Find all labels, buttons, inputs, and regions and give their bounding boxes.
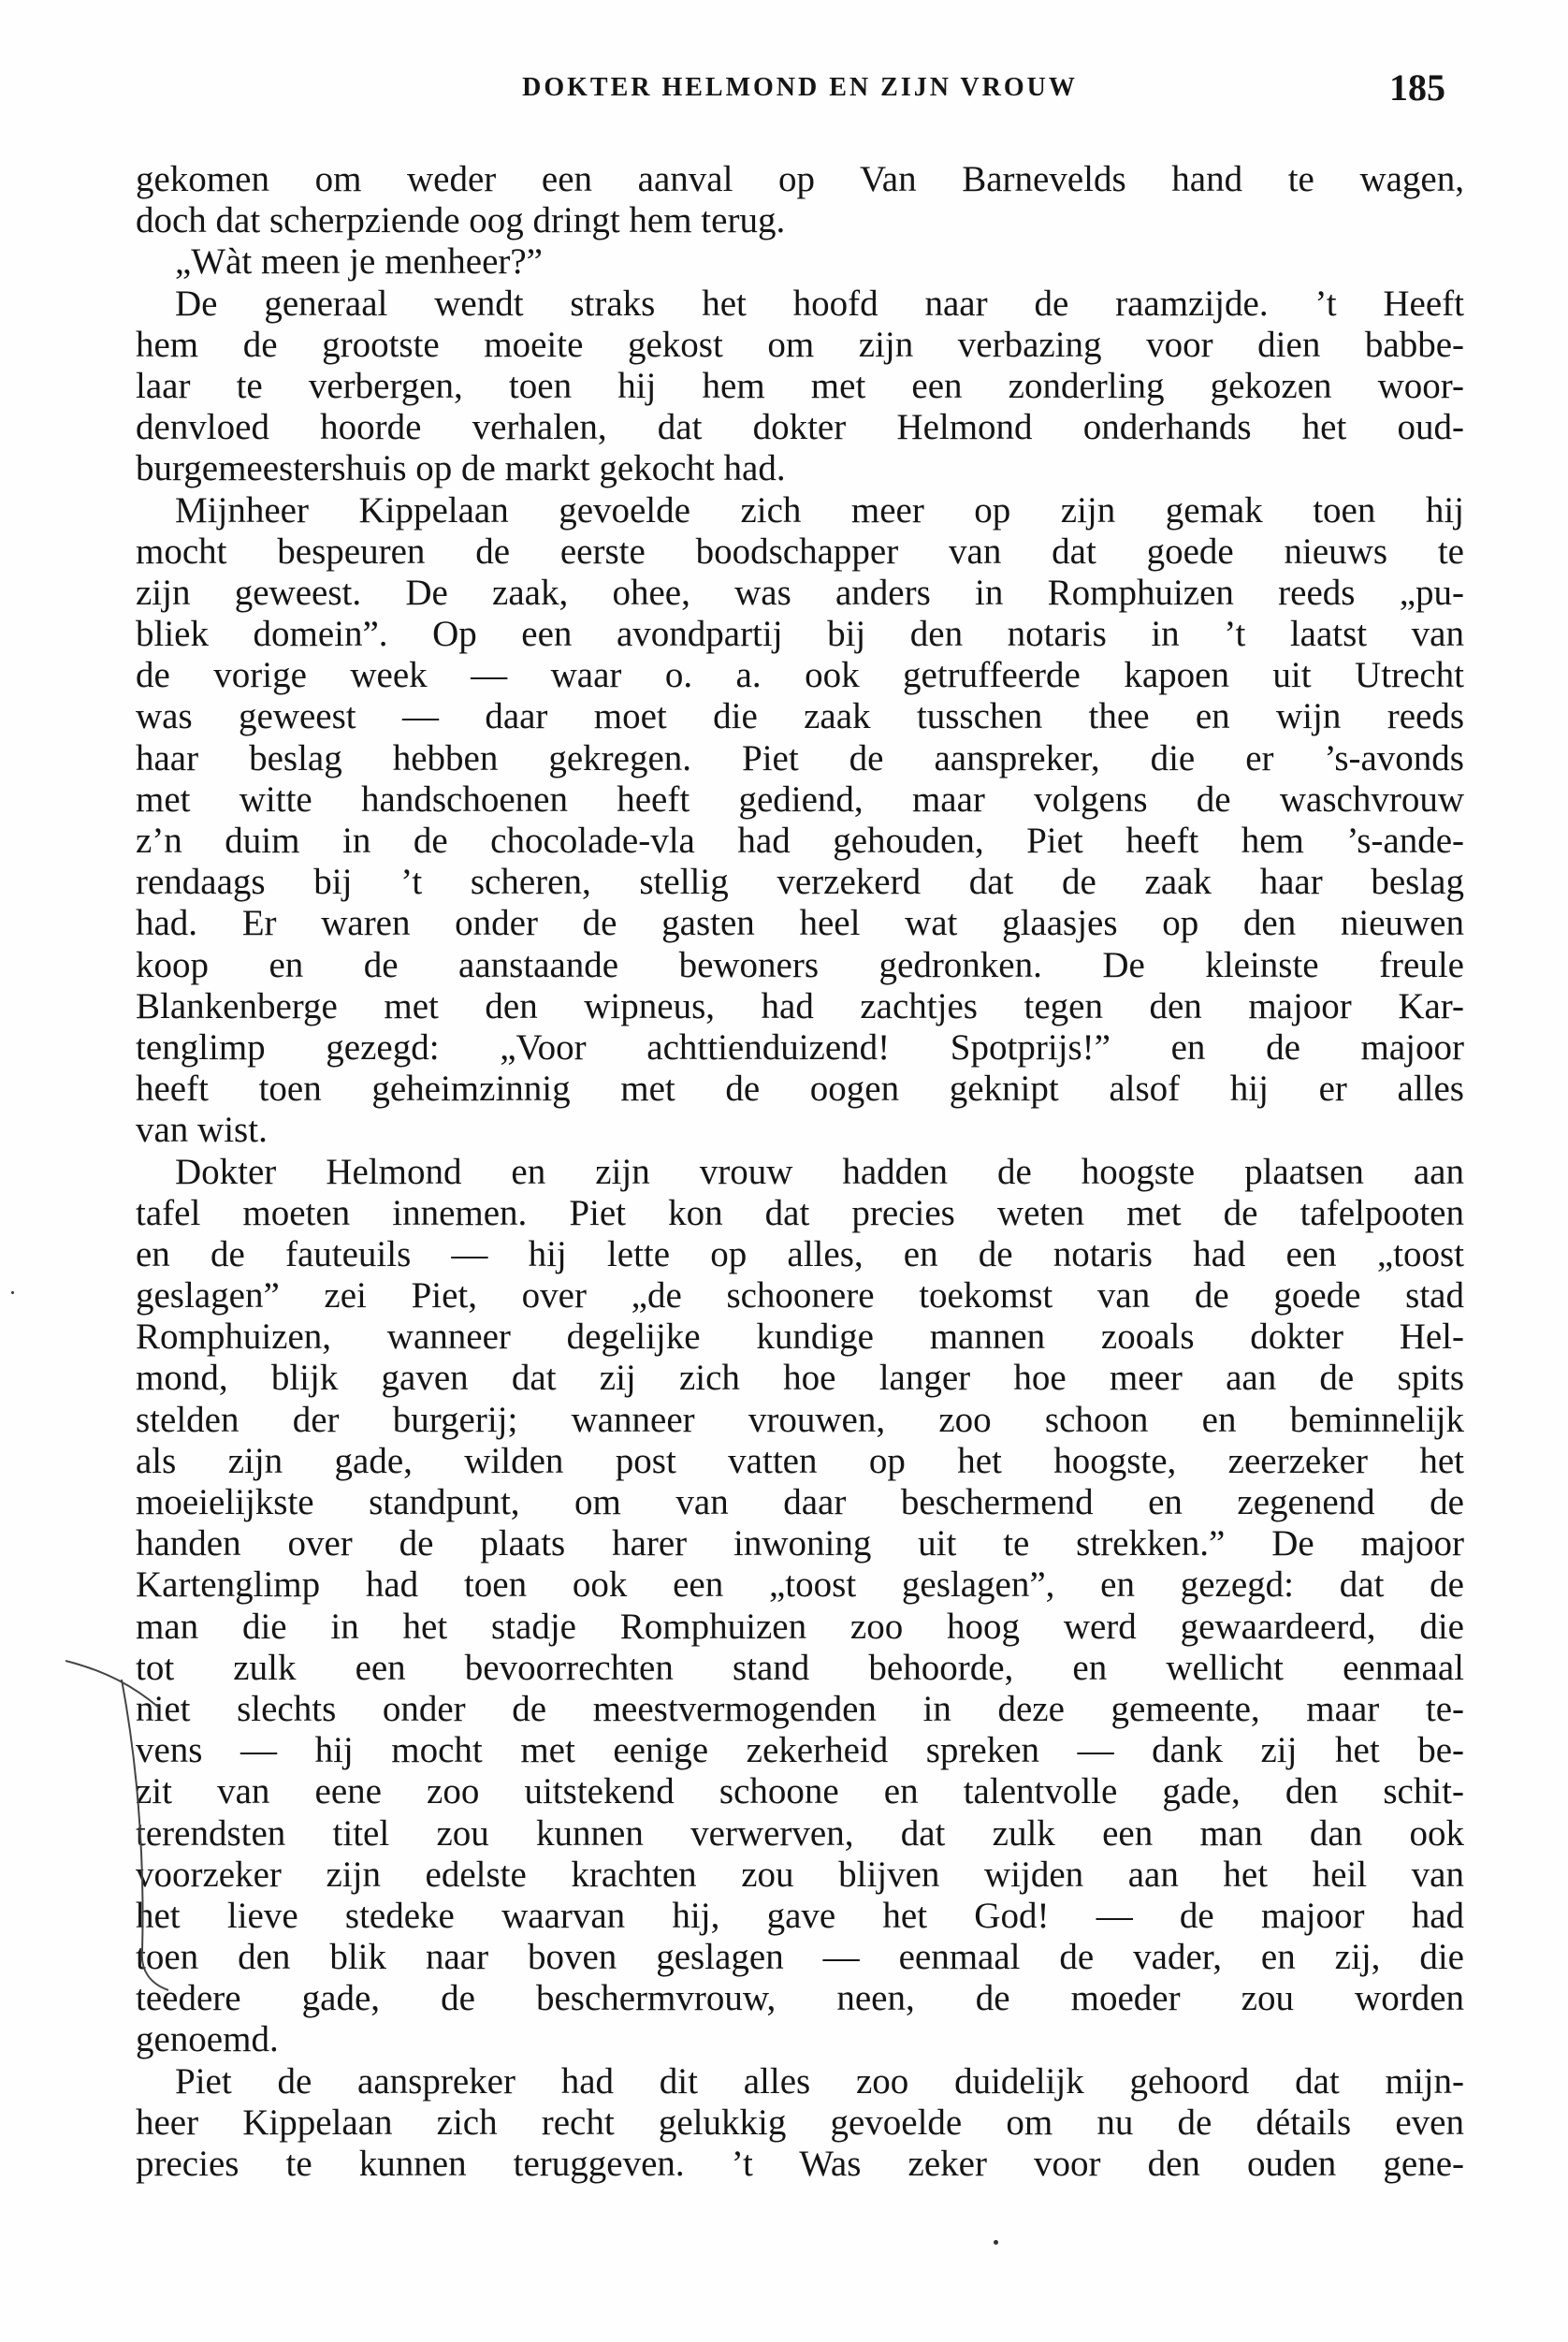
text-line: stelden der burgerij; wanneer vrouwen, zoo schoon en beminnelijk xyxy=(136,1399,1464,1440)
text-line: Blankenberge met den wipneus, had zachtjes tegen den majoor Kar- xyxy=(136,985,1464,1026)
text-line: toen den blik naar boven geslagen — eenmaal de vader, en zij, die xyxy=(136,1937,1464,1978)
text-line: mocht bespeuren de eerste boodschapper van dat goede nieuws te xyxy=(136,531,1464,572)
text-line: hem de grootste moeite gekost om zijn verbazing voor dien babbe- xyxy=(136,324,1464,365)
text-line: met witte handschoenen heeft gediend, maar volgens de waschvrouw xyxy=(136,778,1464,820)
text-line: koop en de aanstaande bewoners gedronken. De kleinste freule xyxy=(136,944,1464,985)
text-line: Dokter Helmond en zijn vrouw hadden de hoogste plaatsen aan xyxy=(175,1151,1464,1192)
text-line: niet slechts onder de meestvermogenden in deze gemeente, maar te- xyxy=(136,1688,1464,1729)
text-line: geslagen” zei Piet, over „de schoonere toekomst van de goede stad xyxy=(136,1275,1464,1316)
margin-pencil-mark xyxy=(65,1642,187,1998)
text-line: zit van eene zoo uitstekend schoone en talentvolle gade, den schit- xyxy=(136,1771,1464,1812)
text-line: bliek domein”. Op een avondpartij bij den notaris in ’t laatst van xyxy=(136,614,1464,655)
text-line: „Wàt meen je menheer?” xyxy=(175,241,543,283)
text-line: denvloed hoorde verhalen, dat dokter Helmond onderhands het oud- xyxy=(136,407,1464,448)
text-line: burgemeestershuis op de markt gekocht had. xyxy=(136,448,786,489)
text-line: precies te kunnen teruggeven. ’t Was zeker voor den ouden gene- xyxy=(136,2144,1464,2184)
text-line: als zijn gade, wilden post vatten op het hoogste, zeerzeker het xyxy=(136,1440,1464,1481)
text-line: had. Er waren onder de gasten heel wat glaasjes op den nieuwen xyxy=(136,903,1464,944)
text-line: vens — hij mocht met eenige zekerheid spreken — dank zij het be- xyxy=(136,1730,1464,1771)
text-line: teedere gade, de beschermvrouw, neen, de moeder zou worden xyxy=(136,1978,1464,2019)
text-line: mond, blijk gaven dat zij zich hoe langer hoe meer aan de spits xyxy=(136,1358,1464,1399)
text-line: rendaags bij ’t scheren, stellig verzekerd dat de zaak haar beslag xyxy=(136,862,1464,903)
text-line: moeielijkste standpunt, om van daar beschermend en zegenend de xyxy=(136,1482,1464,1522)
text-line: man die in het stadje Romphuizen zoo hoog werd gewaardeerd, die xyxy=(136,1606,1464,1647)
text-line: tenglimp gezegd: „Voor achttienduizend! Spotprijs!” en de majoor xyxy=(136,1026,1464,1068)
paper-speck xyxy=(11,1291,14,1294)
text-line: tot zulk een bevoorrechten stand behoorde, en wellicht eenmaal xyxy=(136,1647,1464,1688)
paper-speck xyxy=(994,2240,998,2245)
text-line: gekomen om weder een aanval op Van Barnevelds hand te wagen, xyxy=(136,159,1464,199)
text-line: zijn geweest. De zaak, ohee, was anders in Romphuizen reeds „pu- xyxy=(136,572,1464,613)
text-line: Romphuizen, wanneer degelijke kundige mannen zooals dokter Hel- xyxy=(136,1316,1464,1358)
text-line: heer Kippelaan zich recht gelukkig gevoelde om nu de détails even xyxy=(136,2102,1464,2143)
text-line: z’n duim in de chocolade-vla had gehouden, Piet heeft hem ’s-ande- xyxy=(136,821,1464,861)
text-line: de vorige week — waar o. a. ook getruffeerde kapoen uit Utrecht xyxy=(136,655,1464,696)
body-text xyxy=(136,159,1464,2185)
text-line: het lieve stedeke waarvan hij, gave het God! — de majoor had xyxy=(136,1895,1464,1936)
text-line: haar beslag hebben gekregen. Piet de aanspreker, die er ’s-avonds xyxy=(136,737,1464,778)
text-line: was geweest — daar moet die zaak tusschen thee en wijn reeds xyxy=(136,696,1464,737)
text-line: Piet de aanspreker had dit alles zoo duidelijk gehoord dat mijn- xyxy=(175,2060,1464,2102)
text-line: Mijnheer Kippelaan gevoelde zich meer op zijn gemak toen hij xyxy=(175,489,1464,531)
text-line: tafel moeten innemen. Piet kon dat precies weten met de tafelpooten xyxy=(136,1192,1464,1233)
text-line: doch dat scherpziende oog dringt hem terug. xyxy=(136,200,786,241)
text-line: genoemd. xyxy=(136,2019,279,2060)
running-title: DOKTER HELMOND EN ZIJN VROUW xyxy=(522,73,1078,102)
text-line: terendsten titel zou kunnen verwerven, dat zulk een man dan ook xyxy=(136,1812,1464,1854)
text-line: van wist. xyxy=(136,1110,268,1151)
text-line: Kartenglimp had toen ook een „toost geslagen”, en gezegd: dat de xyxy=(136,1564,1464,1606)
text-line: handen over de plaats harer inwoning uit te strekken.” De majoor xyxy=(136,1523,1464,1564)
text-line: en de fauteuils — hij lette op alles, en de notaris had een „toost xyxy=(136,1233,1464,1274)
text-line: laar te verbergen, toen hij hem met een zonderling gekozen woor- xyxy=(136,365,1464,406)
page-number: 185 xyxy=(1389,66,1445,109)
text-line: voorzeker zijn edelste krachten zou blijven wijden aan het heil van xyxy=(136,1854,1464,1895)
running-head xyxy=(136,65,1464,112)
text-line: heeft toen geheimzinnig met de oogen geknipt alsof hij er alles xyxy=(136,1069,1464,1110)
text-line: De generaal wendt straks het hoofd naar de raamzijde. ’t Heeft xyxy=(175,283,1464,324)
